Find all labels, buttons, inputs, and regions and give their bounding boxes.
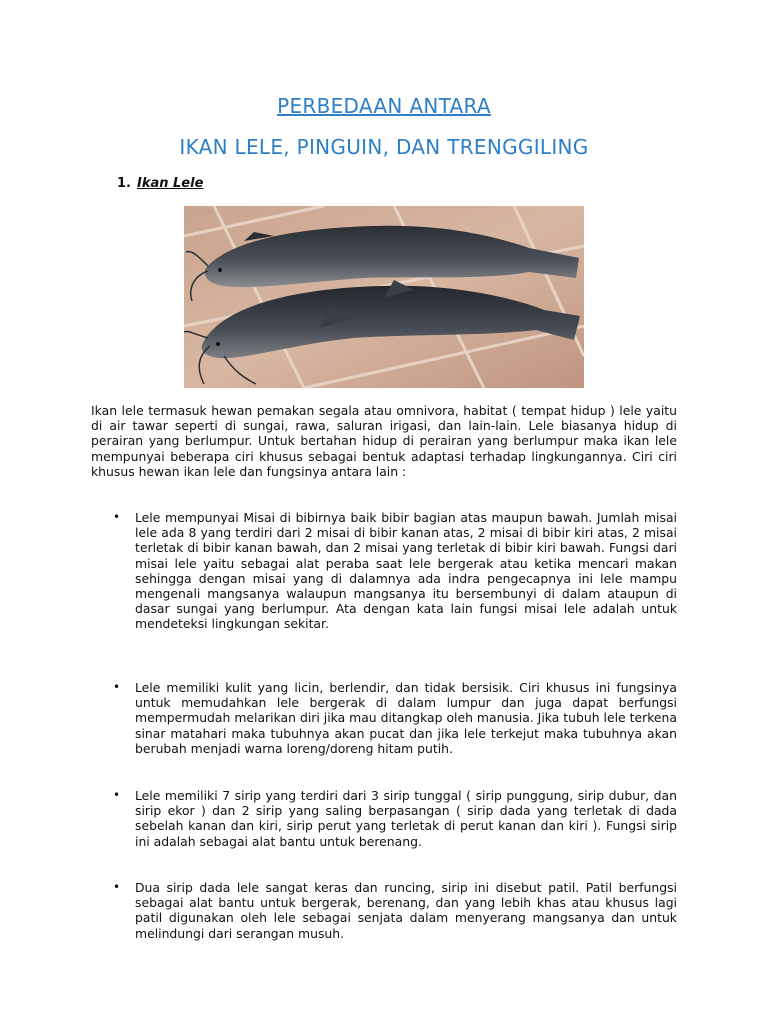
document-title-line-2: IKAN LELE, PINGUIN, DAN TRENGGILING <box>179 135 589 159</box>
bullet-marker: • <box>113 788 121 802</box>
bullet-marker: • <box>113 880 121 894</box>
list-item-text: Lele memiliki kulit yang licin, berlendir, dan tidak bersisik. Ciri khusus ini fungsinya untuk memudahkan lele bergerak di dalam lumpur dan juga dapat berfungsi mempermudah melarikan diri jika mau ditangkap oleh manusia. Jika tubuh lele terkena sinar matahari maka tubuhnya akan pucat dan jika lele terkejut maka tubuhnya akan berubah menjadi warna loreng/doreng hitam putih. <box>135 680 677 756</box>
list-item-text: Lele memiliki 7 sirip yang terdiri dari 3 sirip tunggal ( sirip punggung, sirip dubur, dan sirip ekor ) dan 2 sirip yang saling berpasangan ( sirip dada yang terletak di dada sebelah kanan dan kiri, sirip perut yang terletak di perut kanan dan kiri ). Fungsi sirip ini adalah sebagai alat bantu untuk berenang. <box>135 788 677 849</box>
bullet-marker: • <box>113 510 121 524</box>
list-item-text: Lele mempunyai Misai di bibirnya baik bibir bagian atas maupun bawah. Jumlah misai lele ada 8 yang terdiri dari 2 misai di bibir kanan atas, 2 misai di bibir kiri atas, 2 misai terletak di bibir kanan bawah, dan 2 misai yang terletak di bibir kiri bawah. Fungsi dari misai lele yaitu sebagai alat peraba saat lele bergerak atau ketika mencari makan sehingga dengan misai yang di dalamnya ada indra pengecapnya ini lele mampu mengenali mangsanya walaupun mangsanya itu bersembunyi di dalam ataupun di dasar sungai yang berlumpur. Ata dengan kata lain fungsi misai lele adalah untuk mendeteksi lingkungan sekitar. <box>135 510 677 632</box>
document-title-line-1: PERBEDAAN ANTARA <box>277 94 491 118</box>
section-label: Ikan Lele <box>136 176 204 191</box>
list-item-text: Dua sirip dada lele sangat keras dan runcing, sirip ini disebut patil. Patil berfungsi sebagai alat bantu untuk bergerak, berenang, dan yang lebih khas atau khusus lagi patil digunakan oleh lele sebagai senjata dalam menyerang mangsanya dan untuk melindungi dari serangan musuh. <box>135 880 677 941</box>
bullet-marker: • <box>113 680 121 694</box>
intro-paragraph: Ikan lele termasuk hewan pemakan segala atau omnivora, habitat ( tempat hidup ) lele yaitu di air tawar seperti di sungai, rawa, saluran irigasi, dan lain-lain. Lele biasanya hidup di perairan yang berlumpur. Untuk bertahan hidup di perairan yang berlumpur maka ikan lele mempunyai beberapa ciri khusus sebagai bentuk adaptasi terhadap lingkungannya. Ciri ciri khusus hewan ikan lele dan fungsinya antara lain : <box>91 403 677 479</box>
section-number: 1. <box>117 176 131 191</box>
section-heading <box>117 176 203 191</box>
catfish-photo <box>184 206 584 388</box>
